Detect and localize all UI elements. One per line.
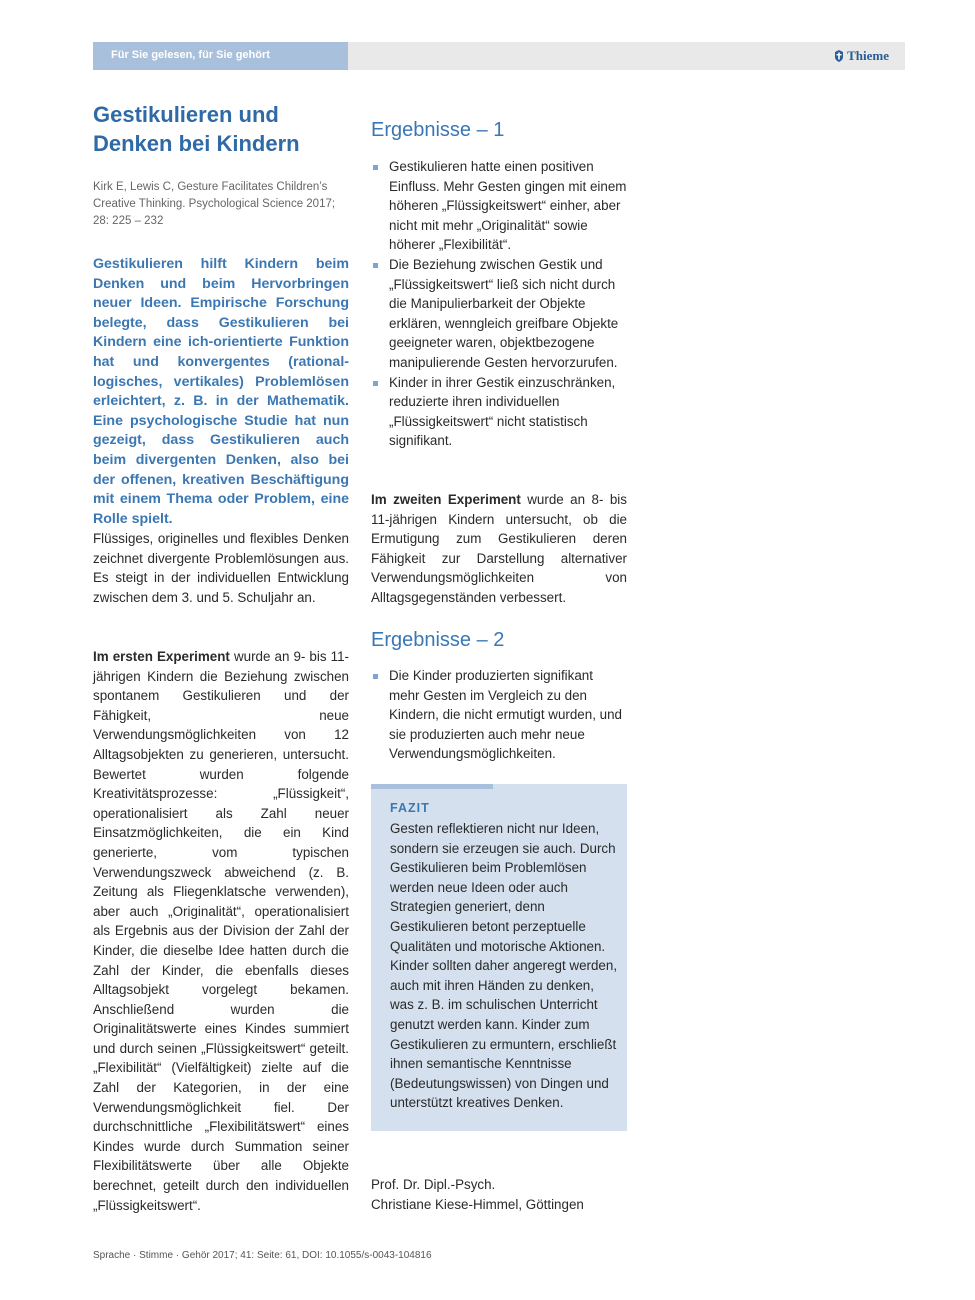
fazit-label: FAZIT <box>390 801 430 815</box>
bullet-icon <box>373 381 378 386</box>
bullet-icon <box>373 263 378 268</box>
experiment-2-text: wurde an 8- bis 11-jährigen Kindern untersucht, ob die Ermutigung zum Gestikulieren deren Fähigkeit zur Darstellung alternativer Verwendungsmöglichkeiten von Alltagsgegenständen verbessert. <box>371 492 627 605</box>
list-item <box>371 157 627 255</box>
lead-paragraph: Gestikulieren hilft Kindern beim Denken und beim Hervorbringen neuer Ideen. Empirische Forschung belegte, dass Gestikulieren bei Kindern eine ich-orientierte Funktion hat und konvergentes (rational-logisches, vertikales) Problemlösen erleichtert, z. B. in der Mathematik. Eine psychologische Studie hat nun gezeigt, dass Gestikulieren auch beim divergenten Denken, also bei der offenen, kreativen Beschäftigung mit einem Thema oder Problem, eine Rolle spielt. <box>93 256 349 527</box>
section-label: Für Sie gelesen, für Sie gehört <box>111 49 270 61</box>
fazit-accent-bar <box>371 784 493 789</box>
footer-citation: Sprache · Stimme · Gehör 2017; 41: Seite: 61, DOI: 10.1055/s-0043-104816 <box>93 1250 432 1261</box>
experiment-2-label: Im zweiten Experiment <box>371 492 521 507</box>
results-2-heading: Ergebnisse – 2 <box>371 629 505 651</box>
section-header-band <box>93 42 348 70</box>
publisher-header-band <box>348 42 905 70</box>
fazit-text: Gesten reflektieren nicht nur Ideen, sondern sie erzeugen sie auch. Durch Gestikulieren beim Problemlösen werden neue Ideen oder auch Strategien generiert, denn Gestikulieren betont perzeptuelle Qualitäten und motorische Aktionen. Kinder sollten daher angeregt werden, auch mit ihren Händen zu denken, was z. B. im schulischen Unterricht genutzt werden kann. Kinder zum Gestikulieren zu ermuntern, erschließt ihnen semantische Kenntnisse (Bedeutungswissen) von Dingen und unterstützt kreatives Denken. <box>390 821 618 1111</box>
author-line-1: Prof. Dr. Dipl.-Psych. <box>371 1177 496 1192</box>
results-1-list <box>371 157 627 451</box>
title-line-1: Gestikulieren und <box>93 102 279 127</box>
list-item <box>371 666 627 764</box>
publisher-name: Thieme <box>847 48 889 63</box>
experiment-1-paragraph <box>93 647 349 1215</box>
fazit-box <box>371 784 627 1131</box>
bullet-icon <box>373 165 378 170</box>
list-item <box>371 255 627 373</box>
author <box>371 1175 661 1214</box>
list-item-text: Kinder in ihrer Gestik einzuschränken, reduzierte ihren individuellen „Flüssigkeitswert“ nicht statistisch signifikant. <box>389 374 616 449</box>
list-item-text: Gestikulieren hatte einen positiven Einfluss. Mehr Gesten gingen mit einem höheren „Flüssigkeitswert“ einher, aber nicht mit mehr „Originalität“ sowie höherer „Flexibilität“. <box>389 159 627 253</box>
experiment-1-label: Im ersten Experiment <box>93 649 230 664</box>
intro-paragraph: Flüssiges, originelles und flexibles Denken zeichnet divergente Problemlösungen aus. Es steigt in der individuellen Entwicklung zwischen dem 3. und 5. Schuljahr an. <box>93 531 349 605</box>
results-2-list <box>371 666 627 764</box>
results-1-heading: Ergebnisse – 1 <box>371 119 505 141</box>
title-line-2: Denken bei Kindern <box>93 131 300 156</box>
bullet-icon <box>373 674 378 679</box>
list-item-text: Die Beziehung zwischen Gestik und „Flüssigkeitswert“ ließ sich nicht durch die Manipulierbarkeit der Objekte erklären, wenngleich greifbare Objekte geeigneter waren, objektbezogene manipulierende Gesten hervorzurufen. <box>389 256 619 370</box>
list-item <box>371 373 627 451</box>
thieme-logo-icon <box>834 50 844 62</box>
list-item-text: Die Kinder produzierten signifikant mehr Gesten im Vergleich zu den Kindern, die nicht ermutigt wurden, und sie produzierten auch mehr neue Verwendungsmöglichkeiten. <box>389 668 622 762</box>
publisher-logo <box>834 48 889 64</box>
author-line-2: Christiane Kiese-Himmel, Göttingen <box>371 1196 584 1212</box>
experiment-1-text: wurde an 9- bis 11-jährigen Kindern die Beziehung zwischen spontanem Gestikulieren und der Fähigkeit, neue Verwendungsmöglichkeiten von 12 Alltagsobjekten zu generieren, untersucht. Bewertet wurden folgende Kreativitätsprozesse: „Flüssigkeit“, operationalisiert als Zahl neuer Einsatzmöglichkeiten, die ein Kind generierte, vom typischen Verwendungszweck abweichend (z. B. Zeitung als Fliegenklatsche verwenden), aber auch „Originalität“, operationalisiert als Ergebnis aus der Division der Zahl der Kinder, die dieselbe Idee hatten durch die Zahl der Kinder, die ebenfalls dieses Alltagsobjekt vorgelegt bekamen. Anschließend wurden die Originalitätswerte eines Kindes summiert und durch seinen „Flüssigkeitswert“ geteilt. „Flexibilität“ (Vielfältigkeit) zielte auf die Zahl der Kategorien, in der eine Verwendungsmöglichkeit fiel. Der durchschnittliche „Flexibilitätswert“ eines Kindes wurde durch Summation seiner Flexibilitätswerte über alle Objekte berechnet, geteilt durch den individuellen „Flüssigkeitswert“. <box>93 649 349 1213</box>
experiment-2-paragraph <box>371 490 627 608</box>
article-title <box>93 100 353 158</box>
citation: Kirk E, Lewis C, Gesture Facilitates Children’s Creative Thinking. Psychological Science 2017; 28: 225 – 232 <box>93 181 336 227</box>
